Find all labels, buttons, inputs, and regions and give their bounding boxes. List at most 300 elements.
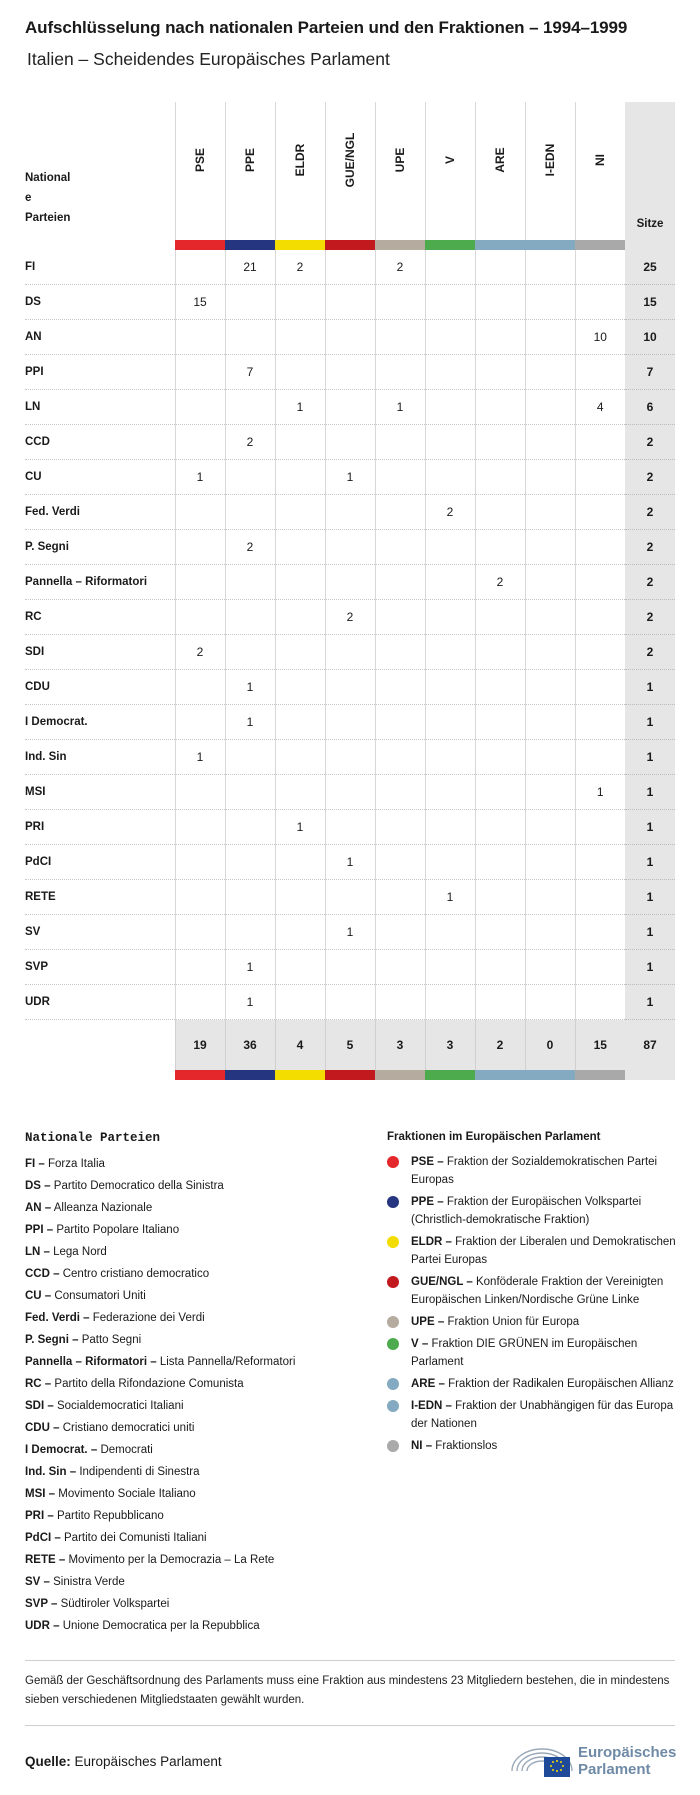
seat-count-cell — [275, 320, 325, 355]
seat-count-cell — [175, 530, 225, 565]
seat-count-cell — [225, 600, 275, 635]
seat-count-cell — [225, 810, 275, 845]
seat-count-cell — [375, 985, 425, 1020]
group-column-header — [575, 102, 625, 240]
group-code-label: V — [443, 155, 457, 165]
table-row — [25, 320, 675, 355]
european-parliament-logo — [508, 1741, 678, 1781]
party-abbreviation: PPI – — [25, 1224, 54, 1236]
seat-count-cell: 2 — [225, 425, 275, 460]
seat-count-cell — [275, 530, 325, 565]
seat-count-cell: 1 — [325, 915, 375, 950]
party-total-cell: 10 — [625, 320, 675, 355]
group-total-cell: 4 — [275, 1020, 325, 1071]
party-name-cell: CCD — [25, 425, 175, 460]
party-total-cell: 2 — [625, 460, 675, 495]
national-party-legend-item — [25, 1197, 365, 1219]
party-header-line: Parteien — [25, 212, 71, 224]
seat-count-cell — [425, 355, 475, 390]
group-full-name: Fraktion der Sozialdemokratischen Partei Europas — [411, 1156, 658, 1186]
table-row — [25, 530, 675, 565]
group-color-swatch — [325, 240, 375, 250]
group-color-swatch — [575, 1070, 625, 1080]
seat-count-cell: 2 — [325, 600, 375, 635]
seat-count-cell — [425, 775, 475, 810]
national-party-legend-item — [25, 1483, 365, 1505]
seat-count-cell — [425, 740, 475, 775]
seat-count-cell — [225, 775, 275, 810]
party-abbreviation: CDU – — [25, 1422, 60, 1434]
seat-count-cell — [425, 600, 475, 635]
seat-count-cell — [575, 460, 625, 495]
seat-count-cell — [375, 670, 425, 705]
group-total-cell: 36 — [225, 1020, 275, 1071]
table-row — [25, 950, 675, 985]
table-row — [25, 495, 675, 530]
party-total-cell: 1 — [625, 670, 675, 705]
seat-count-cell — [475, 250, 525, 285]
group-full-name: Fraktionslos — [435, 1440, 498, 1452]
seat-count-cell — [475, 530, 525, 565]
seat-count-cell — [325, 950, 375, 985]
seat-count-cell — [575, 845, 625, 880]
party-name-cell: Ind. Sin — [25, 740, 175, 775]
seat-count-cell — [475, 950, 525, 985]
party-total-cell: 1 — [625, 705, 675, 740]
table-row — [25, 845, 675, 880]
seat-count-cell — [375, 565, 425, 600]
party-name-cell: SDI — [25, 635, 175, 670]
seat-count-cell: 1 — [225, 670, 275, 705]
seat-count-cell — [325, 705, 375, 740]
group-column-header — [475, 102, 525, 240]
party-header-line: e — [25, 192, 32, 204]
group-total-cell: 3 — [425, 1020, 475, 1071]
seat-count-cell — [375, 950, 425, 985]
party-total-cell: 2 — [625, 635, 675, 670]
seat-count-cell — [275, 985, 325, 1020]
group-color-swatch — [375, 1070, 425, 1080]
group-code-label: UPE — [393, 147, 407, 173]
party-total-cell: 2 — [625, 425, 675, 460]
table-row — [25, 880, 675, 915]
seats-column-header: Sitze — [625, 102, 675, 240]
group-legend-item — [387, 1437, 677, 1455]
seat-count-cell: 2 — [375, 250, 425, 285]
seat-count-cell — [325, 775, 375, 810]
table-row — [25, 460, 675, 495]
seat-count-cell — [325, 985, 375, 1020]
table-row — [25, 915, 675, 950]
seat-count-cell: 10 — [575, 320, 625, 355]
seat-count-cell — [475, 845, 525, 880]
party-name-cell: CDU — [25, 670, 175, 705]
group-full-name: Fraktion der Liberalen und Demokratischen Partei Europas — [411, 1236, 676, 1266]
seat-count-cell — [325, 565, 375, 600]
group-color-dot-icon — [387, 1400, 399, 1412]
party-abbreviation: SV – — [25, 1576, 50, 1588]
party-name-cell: RC — [25, 600, 175, 635]
seat-count-cell — [175, 985, 225, 1020]
group-full-name: Fraktion Union für Europa — [447, 1316, 580, 1328]
party-abbreviation: CCD – — [25, 1268, 60, 1280]
seat-count-cell — [375, 530, 425, 565]
seat-count-cell — [325, 740, 375, 775]
national-party-legend-item — [25, 1241, 365, 1263]
group-color-swatch — [575, 240, 625, 250]
party-abbreviation: PRI – — [25, 1510, 54, 1522]
seat-count-cell — [275, 705, 325, 740]
seat-count-cell — [575, 985, 625, 1020]
seat-count-cell — [275, 635, 325, 670]
seat-count-cell — [575, 915, 625, 950]
seat-count-cell — [325, 880, 375, 915]
table-row — [25, 565, 675, 600]
seat-count-cell — [275, 915, 325, 950]
party-total-cell: 6 — [625, 390, 675, 425]
seat-count-cell — [425, 565, 475, 600]
seat-count-cell — [525, 810, 575, 845]
source-line — [25, 1754, 222, 1769]
party-name-cell: LN — [25, 390, 175, 425]
seat-count-cell — [375, 915, 425, 950]
seat-count-cell — [175, 495, 225, 530]
seat-count-cell — [525, 495, 575, 530]
seat-count-cell: 15 — [175, 285, 225, 320]
seat-count-cell: 1 — [225, 950, 275, 985]
national-party-legend-item — [25, 1175, 365, 1197]
seat-count-cell — [525, 775, 575, 810]
group-abbreviation: V – — [411, 1338, 429, 1350]
seat-count-cell: 1 — [375, 390, 425, 425]
national-party-legend-item — [25, 1219, 365, 1241]
seat-count-cell — [475, 355, 525, 390]
seat-count-cell — [325, 495, 375, 530]
seat-count-cell — [175, 810, 225, 845]
group-code-label: ARE — [493, 147, 507, 173]
seat-count-cell — [375, 635, 425, 670]
seat-count-cell — [525, 635, 575, 670]
group-color-dot-icon — [387, 1316, 399, 1328]
logo-text — [578, 1744, 676, 1778]
group-column-header — [375, 102, 425, 240]
group-full-name: Fraktion der Radikalen Europäischen Allianz — [448, 1378, 674, 1390]
seat-count-cell — [525, 320, 575, 355]
seat-count-cell — [425, 985, 475, 1020]
party-full-name: Cristiano democratici uniti — [62, 1422, 195, 1434]
seat-count-cell — [575, 740, 625, 775]
groups-legend-heading: Fraktionen im Europäischen Parlament — [387, 1131, 601, 1143]
group-abbreviation: GUE/NGL – — [411, 1276, 473, 1288]
party-name-cell: RETE — [25, 880, 175, 915]
seat-count-cell — [425, 425, 475, 460]
party-full-name: Partito Democratico della Sinistra — [53, 1180, 224, 1192]
seat-count-cell — [525, 705, 575, 740]
national-party-legend-item — [25, 1395, 365, 1417]
seat-count-cell — [525, 355, 575, 390]
group-legend-item — [387, 1153, 677, 1189]
seat-count-cell — [475, 915, 525, 950]
page-subtitle: Italien – Scheidendes Europäisches Parlament — [27, 49, 390, 69]
party-abbreviation: AN – — [25, 1202, 52, 1214]
party-name-cell: PRI — [25, 810, 175, 845]
party-full-name: Partito Popolare Italiano — [56, 1224, 180, 1236]
national-party-legend-item — [25, 1571, 365, 1593]
seat-count-cell: 1 — [225, 985, 275, 1020]
group-totals-row — [25, 1020, 675, 1071]
seats-column-swatch — [625, 1070, 675, 1080]
seat-count-cell — [425, 250, 475, 285]
seat-count-cell — [525, 670, 575, 705]
table-row — [25, 810, 675, 845]
party-abbreviation: Fed. Verdi – — [25, 1312, 90, 1324]
seat-count-cell — [325, 285, 375, 320]
seat-count-cell — [375, 495, 425, 530]
group-total-cell: 2 — [475, 1020, 525, 1071]
seat-count-cell — [575, 425, 625, 460]
party-total-cell: 2 — [625, 600, 675, 635]
party-full-name: Lista Pannella/Reformatori — [159, 1356, 296, 1368]
group-abbreviation: UPE – — [411, 1316, 445, 1328]
party-abbreviation: Pannella – Riformatori – — [25, 1356, 157, 1368]
national-party-legend-item — [25, 1285, 365, 1307]
seat-count-cell — [575, 880, 625, 915]
table-row — [25, 250, 675, 285]
seat-count-cell: 1 — [175, 460, 225, 495]
group-abbreviation: ELDR – — [411, 1236, 452, 1248]
party-total-cell: 1 — [625, 985, 675, 1020]
seat-count-cell: 4 — [575, 390, 625, 425]
seat-count-cell — [575, 285, 625, 320]
group-code-label: I-EDN — [543, 143, 557, 177]
party-total-cell: 2 — [625, 495, 675, 530]
party-name-cell: Pannella – Riformatori — [25, 565, 175, 600]
seat-count-cell — [225, 285, 275, 320]
seat-count-cell — [525, 565, 575, 600]
group-total-cell: 15 — [575, 1020, 625, 1071]
seat-count-cell — [375, 600, 425, 635]
seat-count-cell — [325, 250, 375, 285]
seat-count-cell — [525, 285, 575, 320]
group-color-swatch — [475, 240, 525, 250]
table-row — [25, 985, 675, 1020]
seat-count-cell: 1 — [425, 880, 475, 915]
seat-count-cell — [175, 320, 225, 355]
party-abbreviation: RC – — [25, 1378, 52, 1390]
national-party-legend-item — [25, 1593, 365, 1615]
group-full-name: Fraktion DIE GRÜNEN im Europäischen Parlament — [411, 1338, 638, 1368]
seat-count-cell — [275, 880, 325, 915]
party-full-name: Centro cristiano democratico — [62, 1268, 210, 1280]
seat-count-cell — [175, 600, 225, 635]
group-color-swatch — [275, 1070, 325, 1080]
group-full-name: Konföderale Fraktion der Vereinigten Europäischen Linken/Nordische Grüne Linke — [411, 1276, 664, 1306]
party-header-line: National — [25, 172, 71, 184]
national-party-legend-item — [25, 1505, 365, 1527]
seat-count-cell — [425, 530, 475, 565]
group-column-header — [175, 102, 225, 240]
seat-count-cell — [575, 565, 625, 600]
group-abbreviation: PPE – — [411, 1196, 444, 1208]
group-column-header — [525, 102, 575, 240]
seat-count-cell — [525, 880, 575, 915]
seat-count-cell: 1 — [575, 775, 625, 810]
seat-count-cell — [375, 460, 425, 495]
seat-count-cell: 7 — [225, 355, 275, 390]
group-color-swatch — [325, 1070, 375, 1080]
seat-count-cell — [325, 320, 375, 355]
group-code-label: PSE — [193, 147, 207, 173]
group-legend-item — [387, 1397, 677, 1433]
seat-count-cell — [175, 950, 225, 985]
national-parties-list — [25, 1153, 365, 1637]
seat-count-cell — [325, 530, 375, 565]
seat-count-cell — [275, 740, 325, 775]
party-full-name: Movimento per la Democrazia – La Rete — [68, 1554, 275, 1566]
seat-count-cell — [275, 460, 325, 495]
group-column-header — [275, 102, 325, 240]
seat-count-cell — [525, 460, 575, 495]
seat-count-cell — [275, 285, 325, 320]
group-column-header — [425, 102, 475, 240]
seat-count-cell — [275, 845, 325, 880]
group-total-cell: 3 — [375, 1020, 425, 1071]
seat-count-cell — [575, 250, 625, 285]
seat-count-cell — [175, 250, 225, 285]
party-total-cell: 1 — [625, 845, 675, 880]
group-code-label: NI — [593, 154, 608, 166]
seat-count-cell — [375, 355, 425, 390]
group-color-swatch — [275, 240, 325, 250]
seat-count-cell — [375, 880, 425, 915]
seat-count-cell — [425, 285, 475, 320]
groups-list — [387, 1153, 677, 1455]
group-code-label: GUE/NGL — [343, 132, 357, 188]
seat-count-cell — [175, 390, 225, 425]
party-total-cell: 2 — [625, 565, 675, 600]
grand-total-cell: 87 — [625, 1020, 675, 1071]
seat-count-cell — [525, 530, 575, 565]
party-abbreviation: PdCI – — [25, 1532, 61, 1544]
group-color-swatch — [375, 240, 425, 250]
party-total-cell: 1 — [625, 880, 675, 915]
seat-count-cell — [575, 705, 625, 740]
seat-count-cell — [525, 915, 575, 950]
seat-count-cell — [525, 390, 575, 425]
group-column-header — [325, 102, 375, 240]
seat-count-cell — [175, 705, 225, 740]
seat-count-cell — [475, 705, 525, 740]
seat-count-cell: 2 — [275, 250, 325, 285]
party-abbreviation: UDR – — [25, 1620, 60, 1632]
party-total-cell: 25 — [625, 250, 675, 285]
seat-count-cell — [575, 495, 625, 530]
party-full-name: Indipendenti di Sinestra — [79, 1466, 200, 1478]
seat-count-cell — [225, 915, 275, 950]
party-abbreviation: SDI – — [25, 1400, 54, 1412]
seat-count-cell — [475, 740, 525, 775]
seat-count-cell — [375, 845, 425, 880]
group-abbreviation: I-EDN – — [411, 1400, 452, 1412]
table-body — [25, 250, 675, 1020]
seat-count-cell — [275, 355, 325, 390]
party-name-cell: SV — [25, 915, 175, 950]
seat-count-cell — [225, 495, 275, 530]
party-full-name: Südtiroler Volkspartei — [60, 1598, 170, 1610]
group-column-header — [225, 102, 275, 240]
party-full-name: Unione Democratica per la Repubblica — [62, 1620, 260, 1632]
seat-count-cell — [575, 600, 625, 635]
table-row — [25, 775, 675, 810]
party-name-cell: FI — [25, 250, 175, 285]
seat-count-cell — [175, 845, 225, 880]
party-name-cell: PdCI — [25, 845, 175, 880]
group-legend-item — [387, 1313, 677, 1331]
party-full-name: Forza Italia — [48, 1158, 105, 1170]
seat-count-cell — [575, 530, 625, 565]
group-code-label: ELDR — [293, 143, 307, 177]
party-abbreviation: CU – — [25, 1290, 52, 1302]
table-row — [25, 425, 675, 460]
seat-count-cell — [375, 705, 425, 740]
seat-count-cell — [325, 390, 375, 425]
party-abbreviation: FI – — [25, 1158, 45, 1170]
divider — [25, 1725, 675, 1726]
seat-count-cell — [475, 495, 525, 530]
party-abbreviation: RETE – — [25, 1554, 66, 1566]
table-row — [25, 740, 675, 775]
seat-count-cell — [275, 425, 325, 460]
party-abbreviation: I Democrat. – — [25, 1444, 98, 1456]
party-full-name: Patto Segni — [81, 1334, 142, 1346]
seat-distribution-table — [25, 102, 675, 1080]
seat-count-cell — [425, 460, 475, 495]
seat-table-container — [25, 102, 675, 1080]
seat-count-cell — [275, 670, 325, 705]
table-row — [25, 285, 675, 320]
seat-count-cell — [425, 915, 475, 950]
seat-count-cell — [425, 320, 475, 355]
group-abbreviation: ARE – — [411, 1378, 445, 1390]
party-name-cell: DS — [25, 285, 175, 320]
group-code-label: PPE — [243, 147, 257, 173]
party-full-name: Socialdemocratici Italiani — [56, 1400, 184, 1412]
group-legend-item — [387, 1375, 677, 1393]
party-abbreviation: P. Segni – — [25, 1334, 79, 1346]
seat-count-cell — [175, 670, 225, 705]
party-name-cell: Fed. Verdi — [25, 495, 175, 530]
group-color-swatch — [425, 1070, 475, 1080]
seat-count-cell — [225, 880, 275, 915]
seat-count-cell — [225, 390, 275, 425]
seat-count-cell: 1 — [325, 460, 375, 495]
group-color-swatch — [475, 1070, 525, 1080]
national-party-legend-item — [25, 1263, 365, 1285]
seat-count-cell — [175, 355, 225, 390]
party-total-cell: 1 — [625, 950, 675, 985]
seat-count-cell — [325, 355, 375, 390]
seat-count-cell — [375, 320, 425, 355]
party-total-cell: 15 — [625, 285, 675, 320]
party-name-cell: P. Segni — [25, 530, 175, 565]
seat-count-cell — [225, 845, 275, 880]
group-color-swatch — [175, 1070, 225, 1080]
seat-count-cell — [475, 880, 525, 915]
group-color-swatch — [175, 240, 225, 250]
party-total-cell: 1 — [625, 740, 675, 775]
seat-count-cell — [525, 600, 575, 635]
seat-count-cell: 2 — [425, 495, 475, 530]
